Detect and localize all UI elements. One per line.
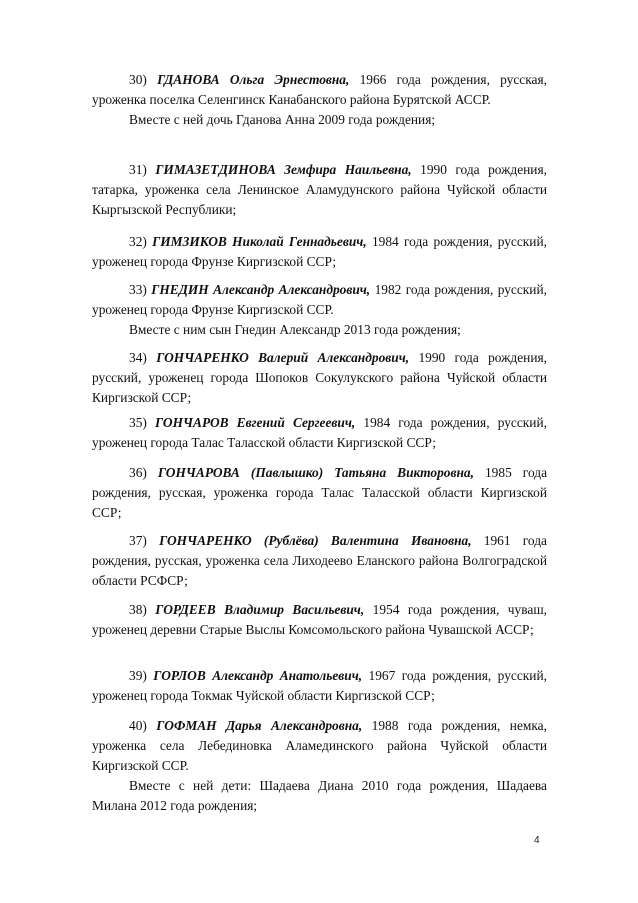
entry-number: 30): [129, 72, 147, 87]
person-name: ГНЕДИН Александр Александрович,: [151, 282, 371, 297]
person-name: ГДАНОВА Ольга Эрнестовна,: [157, 72, 350, 87]
person-name: ГОРДЕЕВ Владимир Васильевич,: [155, 602, 365, 617]
entry-number: 38): [129, 602, 147, 617]
page-number: 4: [534, 835, 540, 846]
person-name: ГОРЛОВ Александр Анатольевич,: [153, 668, 363, 683]
person-name: ГОНЧАРОВ Евгений Сергеевич,: [155, 415, 356, 430]
entry-30: [92, 70, 547, 130]
person-details: 1984 года рождения, русский, уроженец города Талас Таласской области Киргизской ССР;: [92, 415, 547, 450]
person-details: 1954 года рождения, чуваш, уроженец деревни Старые Выслы Комсомольского района Чувашской АССР;: [92, 602, 547, 637]
entry-main: [92, 600, 547, 640]
entry-family: Вместе с ней дети: Шадаева Диана 2010 года рождения, Шадаева Милана 2012 года рождения;: [92, 778, 547, 813]
entry-39: [92, 666, 547, 706]
person-details: 1985 года рождения, русская, уроженка города Талас Таласской области Киргизской ССР;: [92, 465, 548, 520]
entry-number: 35): [129, 415, 147, 430]
entry-31: [92, 160, 547, 220]
entry-33: [92, 280, 547, 340]
entry-number: 36): [129, 465, 147, 480]
entry-main: [92, 232, 547, 272]
entry-number: 32): [129, 234, 147, 249]
person-details: 1961 года рождения, русская, уроженка села Лиходеево Еланского района Волгоградской области РСФСР;: [92, 533, 547, 588]
person-details: 1988 года рождения, немка, уроженка села Лебединовка Аламединского района Чуйской области Киргизской ССР.: [92, 718, 547, 773]
entry-family: Вместе с ней дочь Гданова Анна 2009 года рождения;: [129, 112, 436, 127]
entry-main: [92, 666, 547, 706]
entry-number: 34): [129, 350, 147, 365]
person-details: 1990 года рождения, русский, уроженец города Шопоков Сокулукского района Чуйской области Киргизской ССР;: [92, 350, 548, 405]
entry-36: [92, 463, 547, 523]
person-details: 1990 года рождения, татарка, уроженка села Ленинское Аламудунского района Чуйской области Кыргызской Республики;: [92, 162, 547, 217]
entry-main: [92, 70, 547, 110]
person-name: ГОНЧАРОВА (Павлышко) Татьяна Викторовна,: [157, 465, 474, 480]
entry-main: [92, 348, 547, 408]
entry-main: [92, 531, 547, 591]
person-details: 1966 года рождения, русская, уроженка поселка Селенгинск Канабанского района Бурятской АССР.: [92, 72, 547, 107]
entry-38: [92, 600, 547, 640]
entry-40: [92, 716, 547, 816]
entry-main: [92, 160, 547, 220]
entry-number: 39): [129, 668, 147, 683]
entry-number: 33): [129, 282, 147, 297]
entry-number: 31): [129, 162, 147, 177]
entry-family: Вместе с ним сын Гнедин Александр 2013 года рождения;: [129, 322, 461, 337]
person-details: 1982 года рождения, русский, уроженец города Фрунзе Киргизской ССР.: [92, 282, 547, 317]
entry-number: 40): [129, 718, 147, 733]
person-name: ГОНЧАРЕНКО (Рублёва) Валентина Ивановна,: [159, 533, 472, 548]
entry-main: [92, 413, 547, 453]
entry-37: [92, 531, 547, 591]
person-name: ГИМЗИКОВ Николай Геннадьевич,: [152, 234, 367, 249]
entry-main: [92, 716, 547, 776]
entry-34: [92, 348, 547, 408]
person-name: ГОНЧАРЕНКО Валерий Александрович,: [156, 350, 410, 365]
entry-main: [92, 280, 547, 320]
entry-number: 37): [129, 533, 147, 548]
person-details: 1967 года рождения, русский, уроженец города Токмак Чуйской области Киргизской ССР;: [92, 668, 547, 703]
person-details: 1984 года рождения, русский, уроженец города Фрунзе Киргизской ССР;: [92, 234, 547, 269]
person-name: ГОФМАН Дарья Александровна,: [156, 718, 363, 733]
person-name: ГИМАЗЕТДИНОВА Земфира Наильевна,: [155, 162, 412, 177]
entry-32: [92, 232, 547, 272]
entry-main: [92, 463, 547, 523]
entry-35: [92, 413, 547, 453]
